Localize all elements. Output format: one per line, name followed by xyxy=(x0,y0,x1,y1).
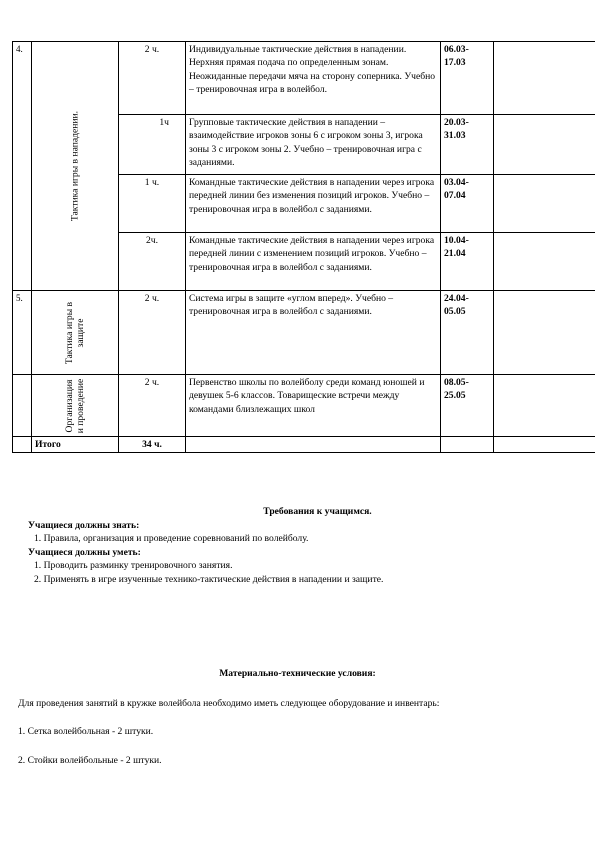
row-number: 4. xyxy=(13,42,32,291)
able-item: 1. Проводить разминку тренировочного занятия. xyxy=(34,560,233,572)
activity-cell: Индивидуальные тактические действия в нападении. Нерхняя прямая подача по определенным зонам. Неожиданные передачи мяча на сторону соперника. Учебно – тренировочная игра в волейбол. xyxy=(186,42,441,115)
blank-cell xyxy=(494,115,595,175)
conditions-section xyxy=(0,667,595,681)
blank-cell xyxy=(494,291,595,375)
blank-cell xyxy=(494,233,595,291)
know-item: 1. Правила, организация и проведение соревнований по волейболу. xyxy=(34,533,309,545)
section-cell xyxy=(32,42,119,291)
activity-cell: Система игры в защите «углом вперед». Учебно – тренировочная игра в волейбол с заданиями. xyxy=(186,291,441,375)
section-title: Тактика игры в защите xyxy=(64,301,86,364)
table-row xyxy=(13,42,595,115)
blank-cell xyxy=(494,375,595,437)
table-row xyxy=(13,291,595,375)
able-item: 2. Применять в игре изученные технико-тактические действия в нападении и защите. xyxy=(34,573,384,585)
total-row xyxy=(13,437,595,453)
requirements-title: Требования к учащимся. xyxy=(263,506,372,517)
conditions-intro: Для проведения занятий в кружке волейбола необходимо иметь следующее оборудование и инвентарь: xyxy=(18,698,440,709)
date-cell xyxy=(441,437,494,453)
row-number: 5. xyxy=(13,291,32,375)
section-title: Тактика игры в нападении. xyxy=(69,110,81,222)
activity-cell: Командные тактические действия в нападении через игрока передней линии без изменения позиций игроков. Учебно – тренировочная игра в волейбол с заданиями. xyxy=(186,175,441,233)
know-header: Учащиеся должны знать: xyxy=(28,519,140,531)
date-cell: 10.04- 21.04 xyxy=(441,233,494,291)
hours-cell: 2 ч. xyxy=(119,42,186,115)
blank-cell xyxy=(494,437,595,453)
activity-cell: Первенство школы по волейболу среди команд юношей и девушек 5-6 классов. Товарищеские встречи между командами близлежащих школ xyxy=(186,375,441,437)
section-cell xyxy=(32,375,119,437)
hours-cell: 2 ч. xyxy=(119,291,186,375)
hours-cell: 2 ч. xyxy=(119,375,186,437)
row-number xyxy=(13,375,32,437)
requirements-section xyxy=(0,505,595,587)
total-hours: 34 ч. xyxy=(119,437,186,453)
section-title: Организация и проведение xyxy=(64,378,86,433)
conditions-title: Материально-технические условия: xyxy=(219,668,376,679)
activity-cell: Командные тактические действия в нападении через игрока передней линии с изменением позиций игроков. Учебно – тренировочная игра в волейбол с заданиями. xyxy=(186,233,441,291)
date-cell: 06.03- 17.03 xyxy=(441,42,494,115)
date-cell: 20.03- 31.03 xyxy=(441,115,494,175)
hours-cell: 2ч. xyxy=(119,233,186,291)
hours-cell: 1 ч. xyxy=(119,175,186,233)
date-cell: 03.04- 07.04 xyxy=(441,175,494,233)
activity-cell: Групповые тактические действия в нападении – взаимодействие игроков зоны 6 с игроком зоны 3, игрока зоны 3 с игроком зоны 2. Учебно – тренировочная игра с заданиями. xyxy=(186,115,441,175)
date-cell: 24.04- 05.05 xyxy=(441,291,494,375)
blank-cell xyxy=(494,42,595,115)
date-cell: 08.05- 25.05 xyxy=(441,375,494,437)
blank-cell xyxy=(494,175,595,233)
hours-cell: 1ч xyxy=(119,115,186,175)
section-cell xyxy=(32,291,119,375)
conditions-item: 1. Сетка волейбольная - 2 штуки. xyxy=(18,726,154,737)
row-number xyxy=(13,437,32,453)
total-label: Итого xyxy=(32,437,119,453)
able-header: Учащиеся должны уметь: xyxy=(28,546,141,558)
conditions-item: 2. Стойки волейбольные - 2 штуки. xyxy=(18,755,162,766)
plan-table xyxy=(12,41,595,453)
table-row xyxy=(13,375,595,437)
activity-cell xyxy=(186,437,441,453)
